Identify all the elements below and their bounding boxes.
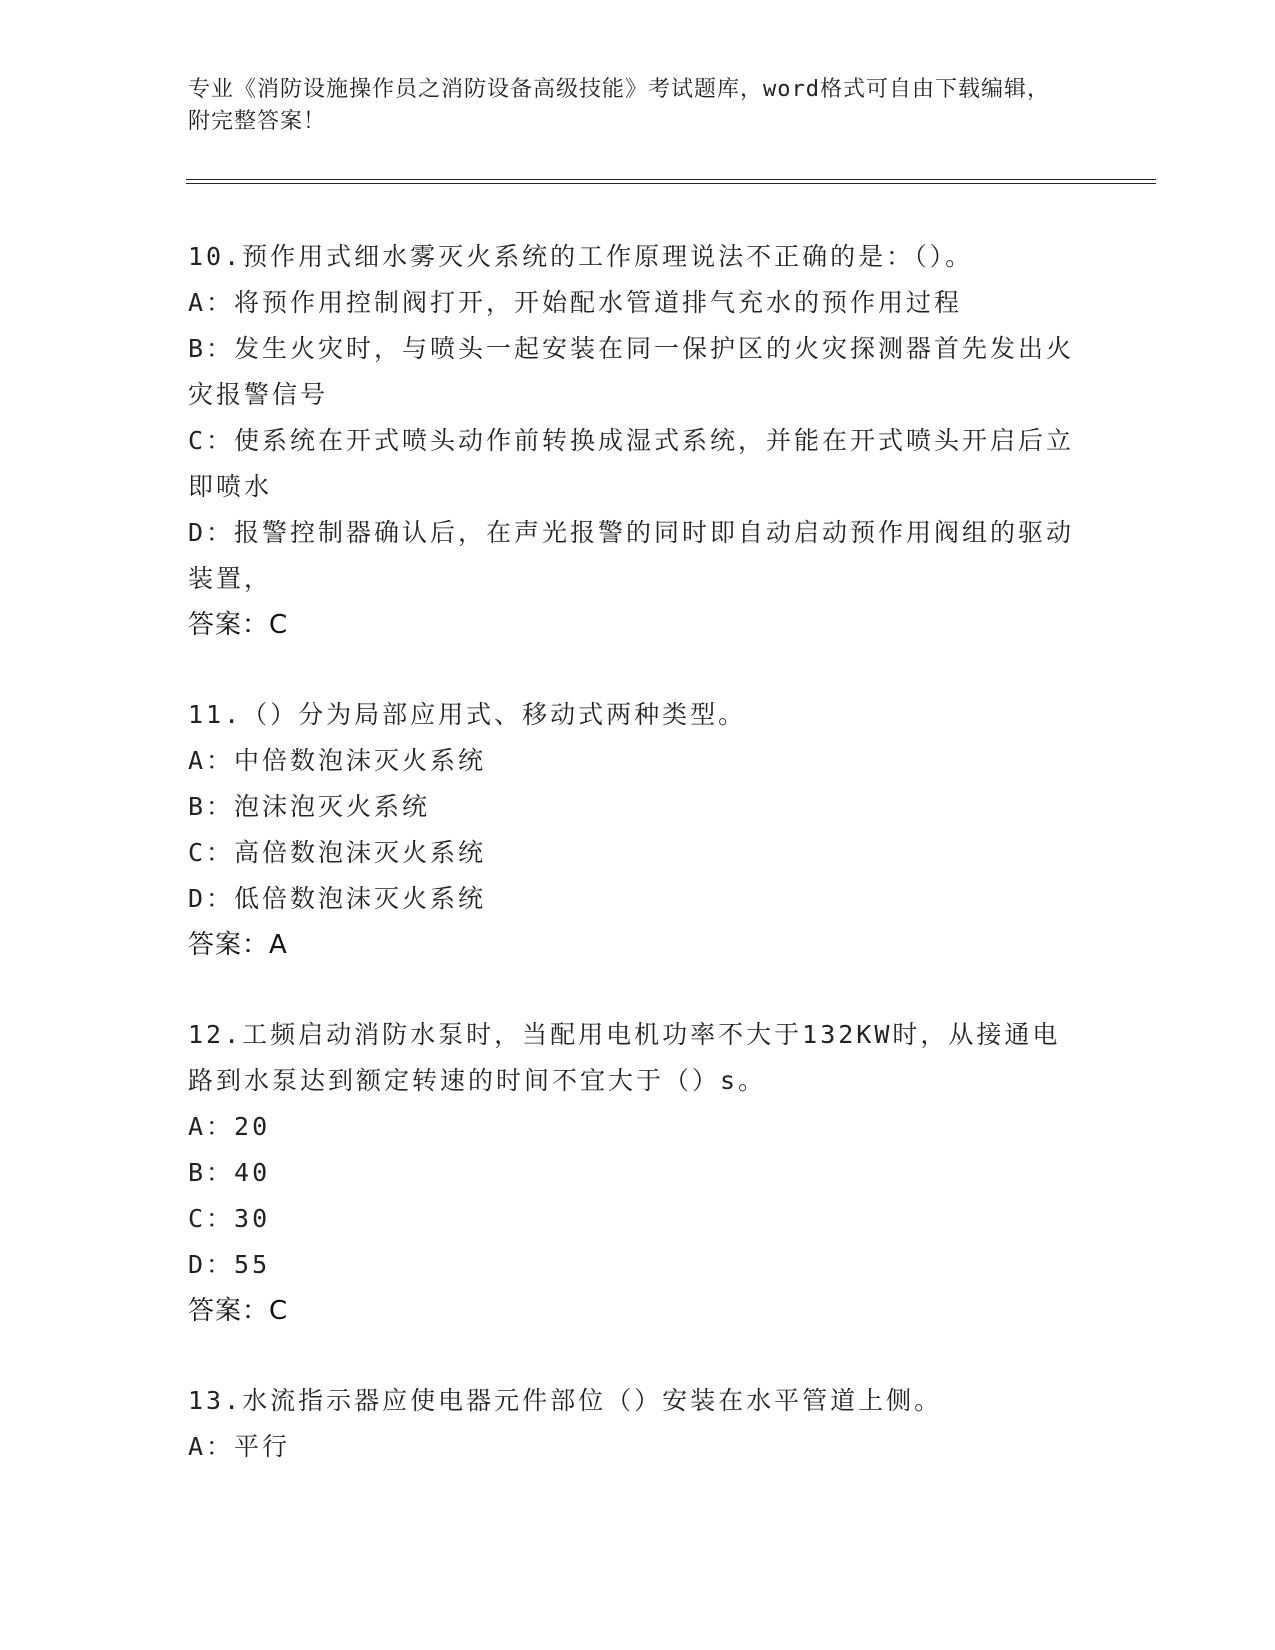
question-stem: 13.水流指示器应使电器元件部位（）安装在水平管道上侧。 [188, 1386, 943, 1415]
option-d: D：55 [188, 1250, 271, 1279]
question-spacer [188, 648, 1078, 692]
question-10 [188, 234, 1078, 648]
option-c: C：高倍数泡沫灭火系统 [188, 838, 487, 867]
question-spacer [188, 1334, 1078, 1378]
answer-label: 答案：A [188, 930, 288, 960]
option-b: B：发生火灾时，与喷头一起安装在同一保护区的火灾探测器首先发出火灾报警信号 [188, 334, 1075, 409]
option-c: C：使系统在开式喷头动作前转换成湿式系统，并能在开式喷头开启后立即喷水 [188, 426, 1075, 501]
question-12 [188, 1012, 1078, 1334]
document-intro: 专业《消防设施操作员之消防设备高级技能》考试题库，word格式可自由下载编辑，附完整答案！ [188, 77, 1050, 134]
question-spacer [188, 968, 1078, 1012]
question-stem: 11.（）分为局部应用式、移动式两种类型。 [188, 700, 747, 729]
option-a: A：20 [188, 1112, 271, 1141]
header-divider-bottom [186, 183, 1156, 184]
question-stem: 10.预作用式细水雾灭火系统的工作原理说法不正确的是：（）。 [188, 242, 974, 271]
header-divider-top [186, 179, 1156, 180]
option-d: D：报警控制器确认后，在声光报警的同时即自动启动预作用阀组的驱动装置， [188, 518, 1075, 593]
option-b: B：泡沫泡灭火系统 [188, 792, 431, 821]
answer-label: 答案：C [188, 610, 289, 640]
option-a: A：将预作用控制阀打开，开始配水管道排气充水的预作用过程 [188, 288, 963, 317]
option-d: D：低倍数泡沫灭火系统 [188, 884, 487, 913]
option-b: B：40 [188, 1158, 271, 1187]
option-a: A：平行 [188, 1432, 291, 1461]
question-stem: 12.工频启动消防水泵时，当配用电机功率不大于132KW时，从接通电路到水泵达到额定转速的时间不宜大于（）s。 [188, 1020, 1061, 1095]
question-list [188, 234, 1078, 1470]
question-11 [188, 692, 1078, 968]
option-c: C：30 [188, 1204, 271, 1233]
answer-label: 答案：C [188, 1296, 289, 1326]
option-a: A：中倍数泡沫灭火系统 [188, 746, 487, 775]
question-13 [188, 1378, 1078, 1470]
